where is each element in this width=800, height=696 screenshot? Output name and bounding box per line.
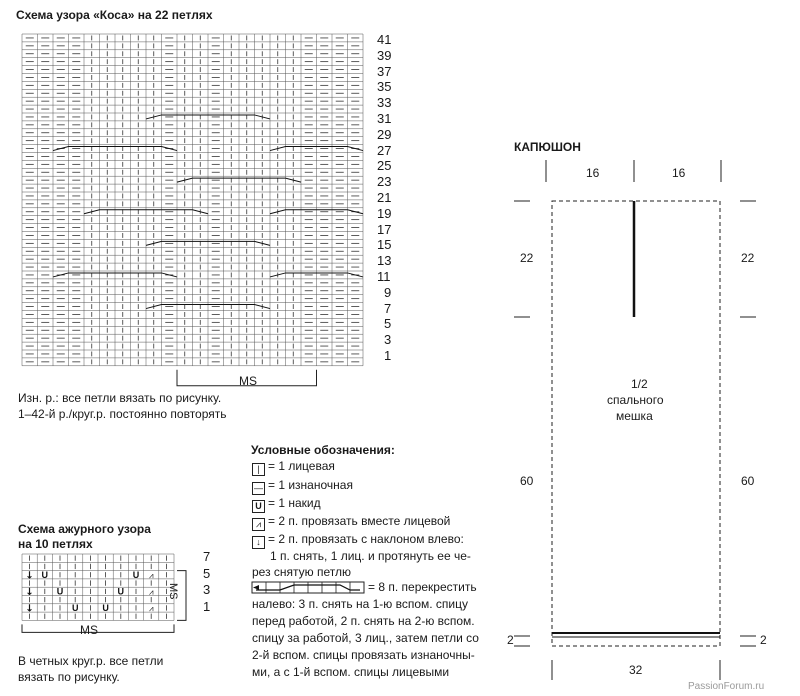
yarn-over-icon: U xyxy=(252,500,265,513)
lace-chart-title-1: Схема ажурного узора xyxy=(18,522,151,536)
legend-cable-text-2: налево: 3 п. снять на 1-ю вспом. спицу xyxy=(252,597,468,611)
hood-width-right: 16 xyxy=(672,166,686,180)
hood-height-top-left: 22 xyxy=(520,251,534,265)
cable-row-number: 37 xyxy=(377,63,392,79)
ssk-mark: ↓ xyxy=(25,570,34,582)
cable-row-number: 15 xyxy=(377,237,392,253)
cable-row-number: 13 xyxy=(377,253,392,269)
lace-row-number: 3 xyxy=(203,582,211,598)
cable-row-number: 29 xyxy=(377,126,392,142)
k2tog-mark: ⩘ xyxy=(148,587,154,597)
legend-cable-text-4: спицу за работой, 3 лиц., затем петли со xyxy=(252,631,479,645)
hood-height-mid-left: 60 xyxy=(520,474,534,488)
knit-symbol-icon: | xyxy=(252,463,265,476)
ssk-icon: ↓ xyxy=(252,536,265,549)
lace-row-number: 1 xyxy=(203,598,211,614)
cable-note-2: 1–42-й р./круг.р. постоянно повторять xyxy=(18,407,227,421)
hood-height-top-right: 22 xyxy=(741,251,755,265)
yarn-over-mark: U xyxy=(41,569,49,580)
purl-symbol-icon: — xyxy=(254,483,263,493)
cable-row-number: 3 xyxy=(384,332,392,348)
k2tog-mark: ⩘ xyxy=(148,570,154,580)
legend-title: Условные обозначения: xyxy=(251,443,395,457)
lace-chart-title-2: на 10 петлях xyxy=(18,537,93,551)
lace-row-number: 5 xyxy=(203,565,211,581)
cable-row-number: 41 xyxy=(377,32,392,47)
hood-height-bottom-right: 2 xyxy=(760,633,767,647)
cable-row-number: 27 xyxy=(377,142,392,158)
cable-row-number: 11 xyxy=(377,269,391,284)
cable-row-number: 17 xyxy=(377,221,392,237)
cable-row-number: 9 xyxy=(384,284,392,300)
cable-row-number: 31 xyxy=(377,111,392,126)
cable-chart-title: Схема узора «Коса» на 22 петлях xyxy=(16,8,213,22)
hood-center-line-2: спального xyxy=(607,393,664,407)
lace-note-1: В четных круг.р. все петли xyxy=(18,654,164,668)
legend-cable-text-3: перед работой, 2 п. снять на 2-ю вспом. xyxy=(252,614,475,628)
hood-center-line-3: мешка xyxy=(616,409,653,423)
cable-row-number: 23 xyxy=(377,174,392,190)
k2tog-mark: ⩘ xyxy=(148,604,154,614)
cable-row-number: 35 xyxy=(377,79,392,95)
legend-ssk-text-2: 1 п. снять, 1 лиц. и протянуть ее че- xyxy=(270,549,471,563)
cable-row-number: 7 xyxy=(384,300,392,316)
cable-row-number: 25 xyxy=(377,158,392,174)
yarn-over-mark: U xyxy=(132,569,140,580)
hood-bottom-width: 32 xyxy=(629,663,643,677)
cable-ms-label: MS xyxy=(239,374,257,388)
hood-center-line-1: 1/2 xyxy=(631,377,648,391)
legend-cable-text-6: ми, а с 1-й вспом. спицы лицевыми xyxy=(252,665,450,679)
legend-k2tog-text: = 2 п. провязать вместе лицевой xyxy=(268,514,451,528)
yarn-over-mark: U xyxy=(56,586,64,597)
cable-row-number: 5 xyxy=(384,316,392,332)
ssk-mark: ↓ xyxy=(25,603,34,615)
yarn-over-mark: U xyxy=(71,603,79,614)
legend-yo-text: = 1 накид xyxy=(268,496,321,510)
legend-ssk-text-1: = 2 п. провязать с наклоном влево: xyxy=(268,532,464,546)
yarn-over-mark: U xyxy=(117,586,125,597)
legend-cable-text-1: = 8 п. перекрестить xyxy=(368,580,477,594)
legend-purl-text: = 1 изнаночная xyxy=(268,478,353,492)
cable-row-number: 1 xyxy=(384,348,392,363)
lace-ms-side-label: MS xyxy=(167,583,179,600)
cable-row-number: 39 xyxy=(377,47,392,63)
hood-height-mid-right: 60 xyxy=(741,474,755,488)
cable-row-number: 21 xyxy=(377,190,392,205)
cable-note-1: Изн. р.: все петли вязать по рисунку. xyxy=(18,391,222,405)
ssk-mark: ↓ xyxy=(25,587,34,598)
yarn-over-mark: U xyxy=(102,603,109,614)
legend-knit-text: = 1 лицевая xyxy=(268,459,335,473)
legend-cable-text-5: 2-й вспом. спицы провязать изнаночны- xyxy=(252,648,475,662)
lace-note-2: вязать по рисунку. xyxy=(18,670,120,684)
hood-height-bottom-left: 2 xyxy=(507,633,514,647)
lace-row-number: 7 xyxy=(203,549,211,564)
hood-width-left: 16 xyxy=(586,166,600,180)
cable-row-number: 33 xyxy=(377,95,392,111)
hood-title: КАПЮШОН xyxy=(514,140,581,154)
legend-ssk-text-3: рез снятую петлю xyxy=(252,565,352,579)
watermark: PassionForum.ru xyxy=(688,681,765,692)
lace-ms-label: MS xyxy=(80,623,98,637)
cable-row-number: 19 xyxy=(377,205,392,221)
k2tog-icon: ⩘ xyxy=(252,518,265,531)
